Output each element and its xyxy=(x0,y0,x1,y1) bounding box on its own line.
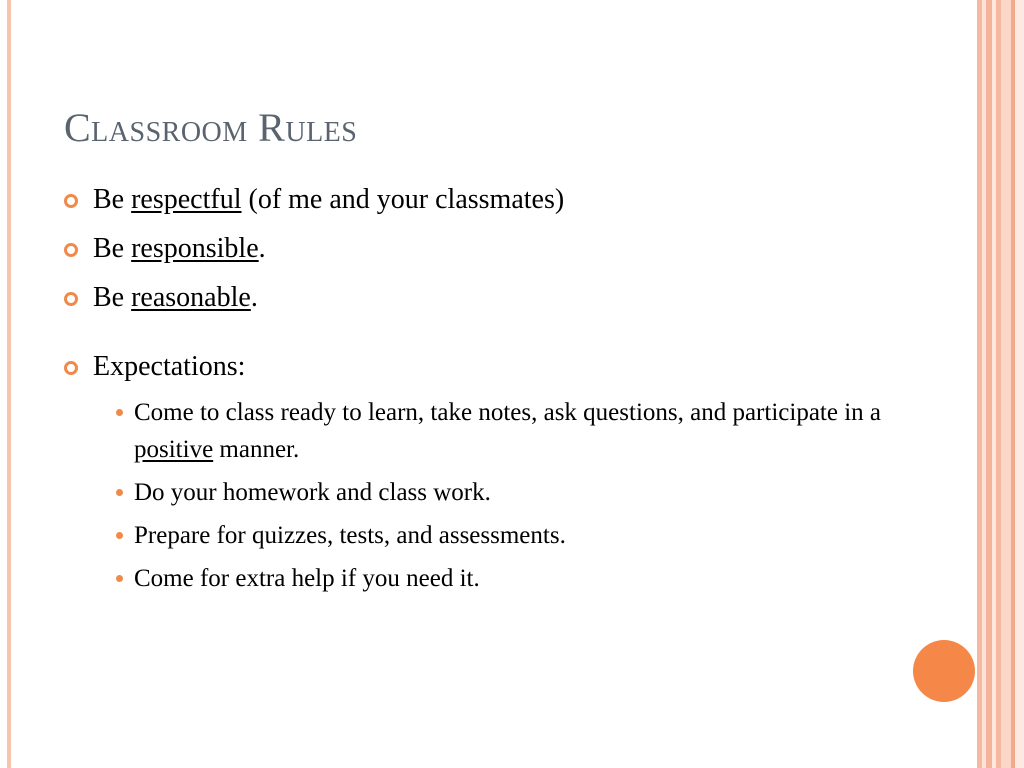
expectation-text: Come for extra help if you need it. xyxy=(134,565,480,592)
list-item xyxy=(93,474,924,511)
expectation-emphasis: positive xyxy=(134,436,214,463)
ring-bullet-icon xyxy=(64,243,78,257)
rule-emphasis: reasonable xyxy=(131,282,251,313)
expectations-label: Expectations: xyxy=(93,351,246,382)
list-item xyxy=(93,560,924,597)
ring-bullet-icon xyxy=(64,361,78,375)
rule-suffix: . xyxy=(258,233,266,264)
expectation-text: Do your homework and class work. xyxy=(134,479,491,506)
dot-bullet-icon xyxy=(116,575,123,582)
expectation-text: manner. xyxy=(213,436,300,463)
ring-bullet-icon xyxy=(64,292,78,306)
rule-prefix: Be xyxy=(93,184,132,215)
rule-prefix: Be xyxy=(93,282,132,313)
orange-circle xyxy=(913,640,975,702)
rule-emphasis: responsible xyxy=(131,233,259,264)
right-border-stripe xyxy=(1001,0,1011,768)
dot-bullet-icon xyxy=(116,409,123,416)
list-item xyxy=(64,281,924,315)
expectation-text: Come to class ready to learn, take notes, ask questions, and participate in a xyxy=(134,399,881,426)
ring-bullet-icon xyxy=(64,194,78,208)
rules-list xyxy=(64,183,924,597)
right-border-stripe xyxy=(1015,0,1024,768)
list-item xyxy=(93,517,924,554)
list-item xyxy=(64,232,924,266)
list-item xyxy=(64,350,924,597)
rule-emphasis: respectful xyxy=(131,184,242,215)
left-border-line xyxy=(7,0,11,768)
list-item xyxy=(64,183,924,217)
dot-bullet-icon xyxy=(116,489,123,496)
rule-suffix: . xyxy=(250,282,258,313)
slide-title: Classroom Rules xyxy=(64,105,358,150)
expectations-list xyxy=(93,394,924,597)
rule-prefix: Be xyxy=(93,233,132,264)
dot-bullet-icon xyxy=(116,532,123,539)
expectation-text: Prepare for quizzes, tests, and assessments. xyxy=(134,522,566,549)
list-item xyxy=(93,394,924,468)
rule-suffix: (of me and your classmates) xyxy=(241,184,565,215)
slide-body xyxy=(64,183,924,612)
